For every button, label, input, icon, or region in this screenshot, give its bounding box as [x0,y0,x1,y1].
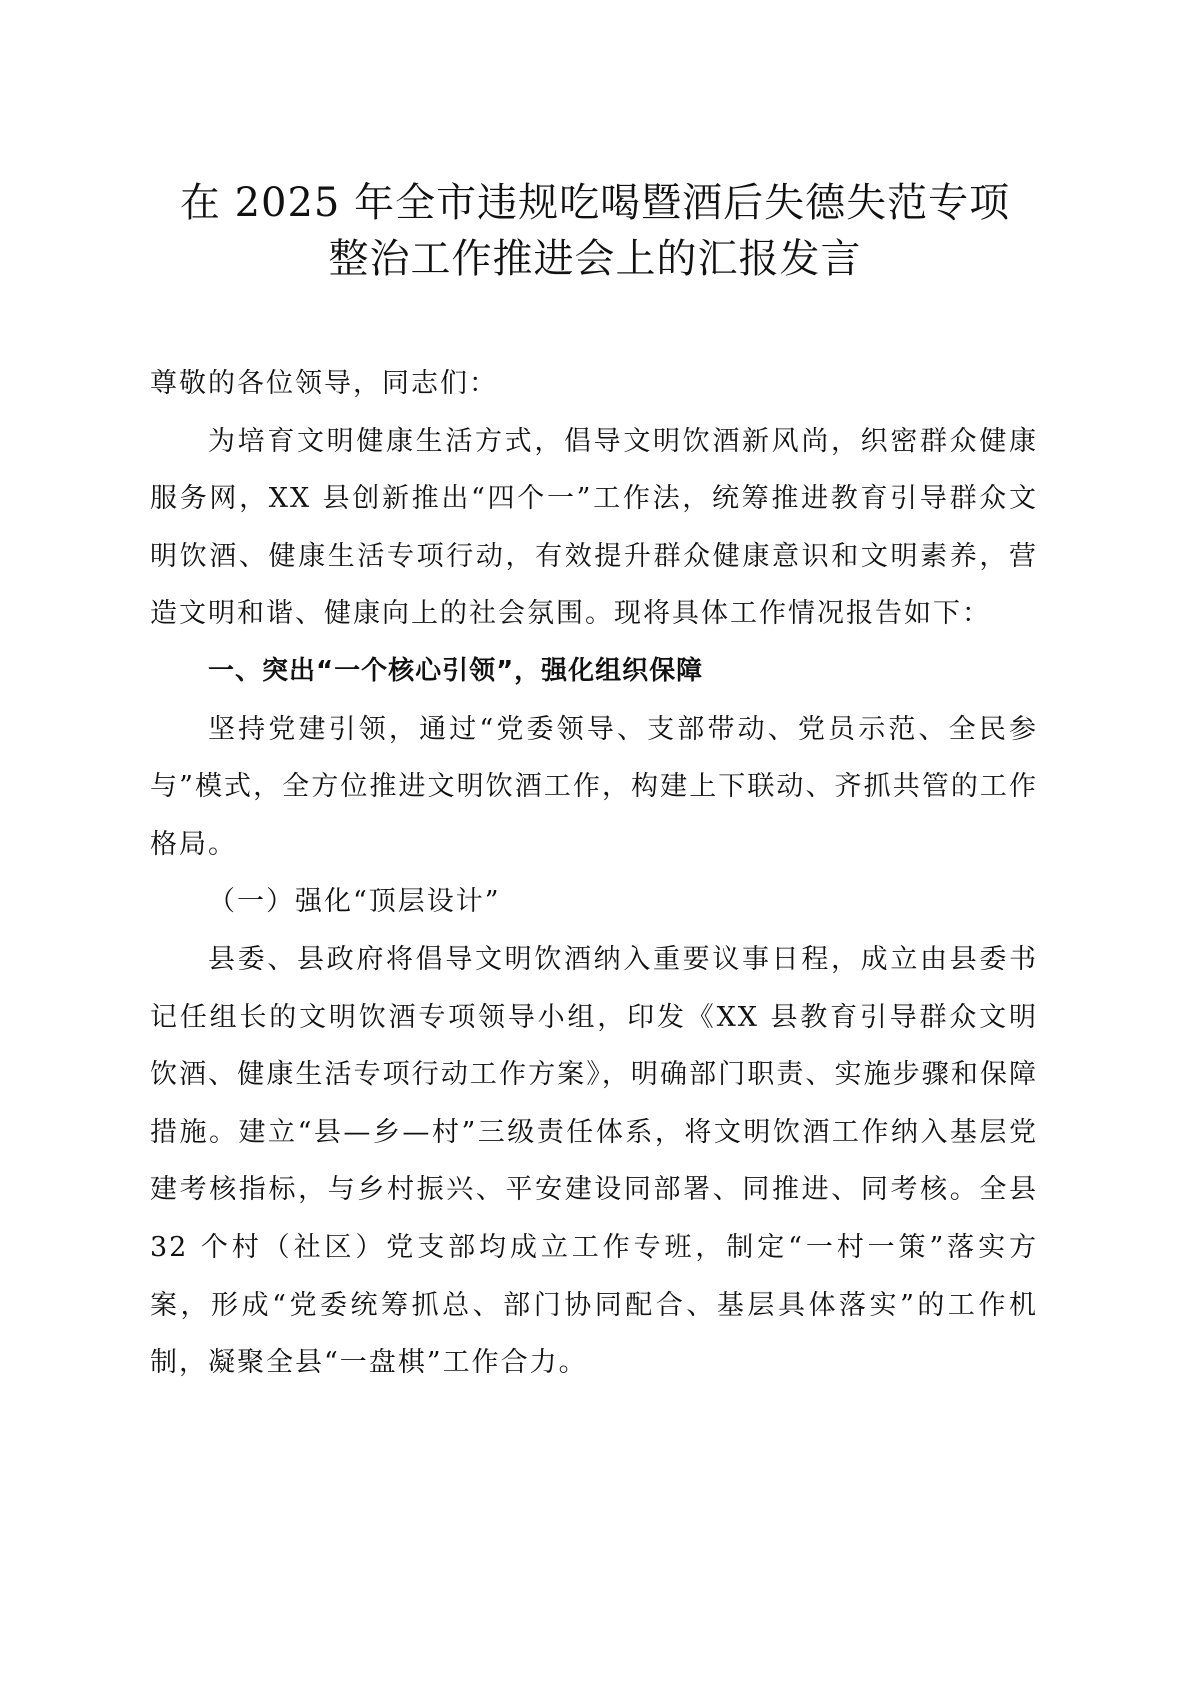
subsection-heading: （一）强化“顶层设计” [208,886,501,918]
title-line-1: 在 2025 年全市违规吃喝暨酒后失德失范专项 [179,180,1011,226]
document-title [150,175,1040,287]
salutation: 尊敬的各位领导，同志们： [150,368,498,399]
intro-paragraph: 为培育文明健康生活方式，倡导文明饮酒新风尚，织密群众健康服务网，XX 县创新推出“四个一”工作法，统筹推进教育引导群众文明饮酒、健康生活专项行动，有效提升群众健康意识和文明素养，营造文明和谐、健康向上的社会氛围。现将具体工作情况报告如下： [150,425,1038,630]
subsection-paragraph: 县委、县政府将倡导文明饮酒纳入重要议事日程，成立由县委书记任组长的文明饮酒专项领导小组，印发《XX 县教育引导群众文明饮酒、健康生活专项行动工作方案》，明确部门职责、实施步骤和保障措施。建立“县—乡—村”三级责任体系，将文明饮酒工作纳入基层党建考核指标，与乡村振兴、平安建设同部署、同推进、同考核。全县 32 个村（社区）党支部均成立工作专班，制定“一村一策”落实方案，形成“党委统筹抓总、部门协同配合、基层具体落实”的工作机制，凝聚全县“一盘棋”工作合力。 [150,943,1038,1379]
title-line-2: 整治工作推进会上的汇报发言 [328,236,862,282]
section-heading: 一、突出“一个核心引领”，强化组织保障 [208,655,704,686]
document-body [150,355,1038,1392]
section-paragraph: 坚持党建引领，通过“党委领导、支部带动、党员示范、全民参与”模式，全方位推进文明饮酒工作，构建上下联动、齐抓共管的工作格局。 [150,713,1038,860]
